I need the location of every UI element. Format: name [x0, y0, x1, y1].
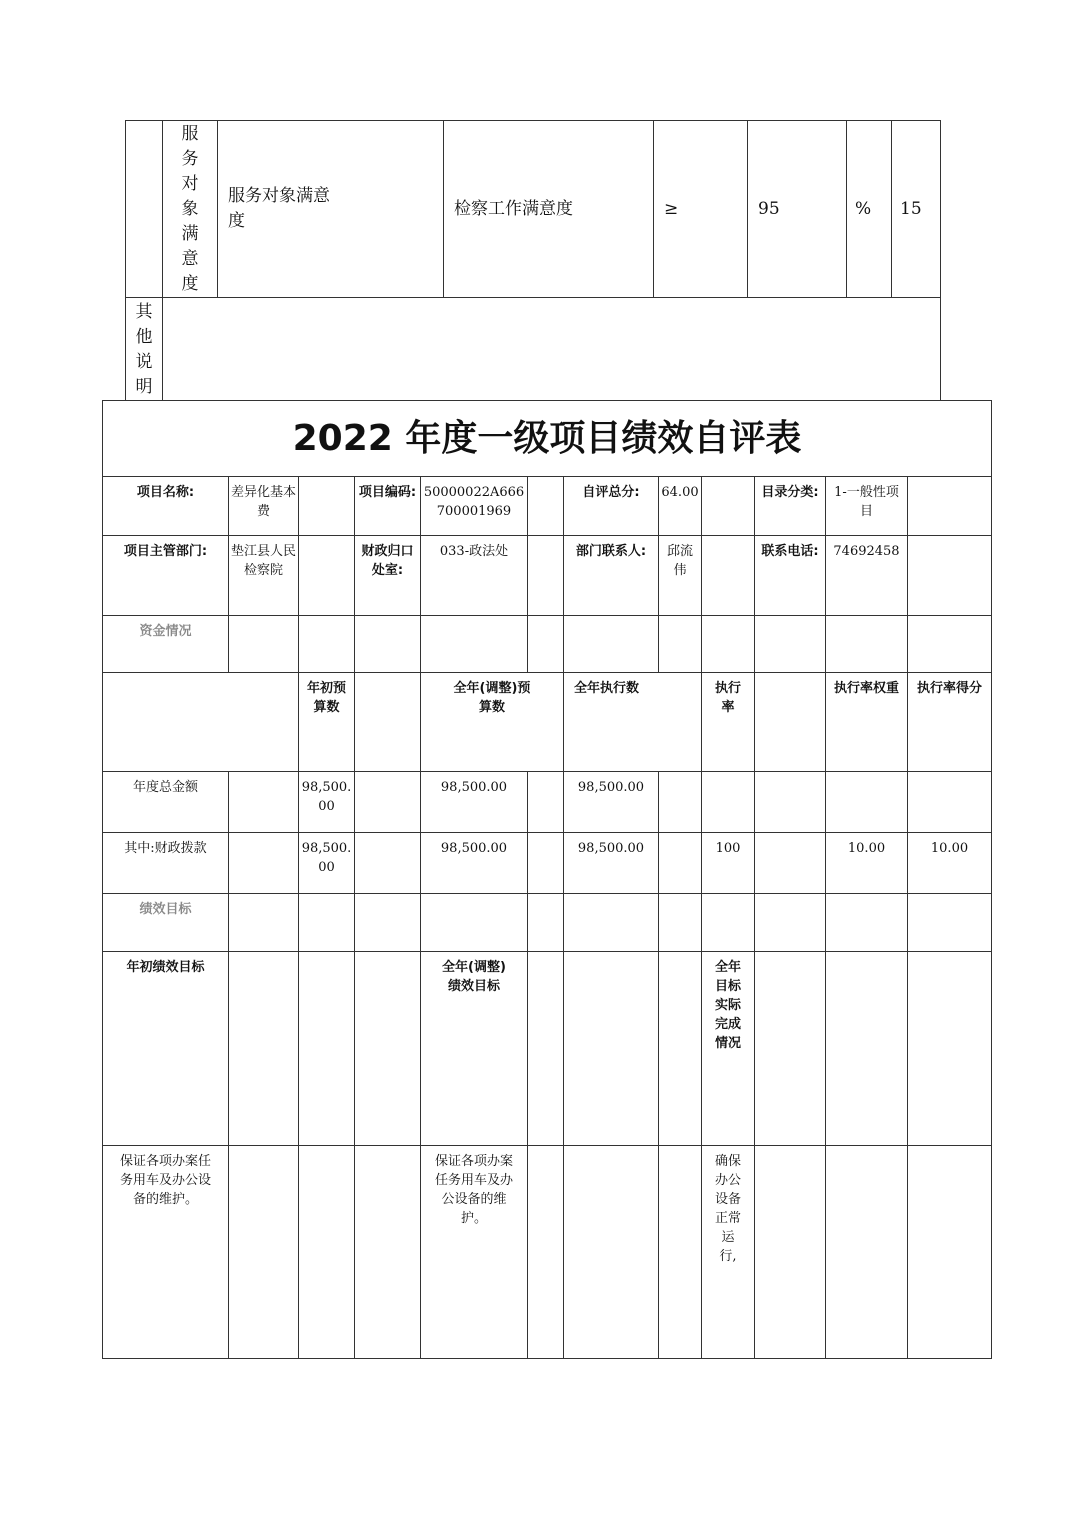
- col-adjusted-goal: 全年(调整)绩效目标: [421, 952, 528, 1146]
- project-name-label: 项目名称:: [103, 477, 229, 536]
- blank-cell: [103, 673, 299, 772]
- indicator-score: 15: [892, 121, 941, 298]
- total-score-value: 64.00: [659, 477, 702, 536]
- indicator-table-continued: [125, 120, 941, 401]
- indicator-category: 服务对象满意度: [163, 121, 218, 298]
- blank-cell: [908, 536, 992, 616]
- other-notes-value: [163, 298, 941, 401]
- goal-adjusted: 保证各项办案任务用车及办公设备的维护。: [421, 1146, 528, 1359]
- funds-section-heading: 资金情况: [103, 616, 229, 673]
- col-executed: 全年执行数: [564, 673, 702, 772]
- goal-initial: 保证各项办案任务用车及办公设备的维护。: [103, 1146, 229, 1359]
- project-code-label: 项目编码:: [355, 477, 421, 536]
- blank-cell: [299, 477, 355, 536]
- indicator-detail: 检察工作满意度: [444, 121, 654, 298]
- row-fiscal-rate: 100: [702, 833, 755, 894]
- dept-label: 项目主管部门:: [103, 536, 229, 616]
- blank-cell: [702, 477, 755, 536]
- indicator-operator: ≥: [654, 121, 748, 298]
- blank-cell: [528, 536, 564, 616]
- project-code-value: 50000022A666700001969: [421, 477, 528, 536]
- finance-office-label: 财政归口处室:: [355, 536, 421, 616]
- phone-value: 74692458: [826, 536, 908, 616]
- project-name-value: 差异化基本费: [229, 477, 299, 536]
- blank-cell: [702, 536, 755, 616]
- col-initial-budget: 年初预算数: [299, 673, 355, 772]
- col-rate-weight: 执行率权重: [826, 673, 908, 772]
- catalog-value: 1-一般性项目: [826, 477, 908, 536]
- col-rate-score: 执行率得分: [908, 673, 992, 772]
- blank-cell: [528, 477, 564, 536]
- contact-label: 部门联系人:: [564, 536, 659, 616]
- col-exec-rate: 执行率: [702, 673, 755, 772]
- perf-section-heading: 绩效目标: [103, 894, 229, 952]
- total-score-label: 自评总分:: [564, 477, 659, 536]
- other-notes-label: 其他说明: [126, 298, 163, 401]
- row-total-adjusted: 98,500.00: [421, 772, 528, 833]
- goal-actual: 确保办公设备正常运行,: [702, 1146, 755, 1359]
- indicator-target-value: 95: [748, 121, 847, 298]
- row-total-label: 年度总金额: [103, 772, 229, 833]
- row-fiscal-initial: 98,500.00: [299, 833, 355, 894]
- row-total-initial: 98,500.00: [299, 772, 355, 833]
- performance-self-eval-table: [102, 400, 992, 1359]
- indicator-unit: %: [847, 121, 892, 298]
- row-total-executed: 98,500.00: [564, 772, 659, 833]
- row-fiscal-executed: 98,500.00: [564, 833, 659, 894]
- dept-value: 垫江县人民检察院: [229, 536, 299, 616]
- phone-label: 联系电话:: [755, 536, 826, 616]
- col-actual: 全年目标实际完成情况: [702, 952, 755, 1146]
- contact-value: 邱流伟: [659, 536, 702, 616]
- col-initial-goal: 年初绩效目标: [103, 952, 229, 1146]
- blank-cell: [908, 477, 992, 536]
- row-fiscal-score: 10.00: [908, 833, 992, 894]
- indicator-name: 服务对象满意度: [218, 121, 444, 298]
- catalog-label: 目录分类:: [755, 477, 826, 536]
- finance-office-value: 033-政法处: [421, 536, 528, 616]
- row-fiscal-label: 其中:财政拨款: [103, 833, 229, 894]
- col-adjusted-budget: 全年(调整)预算数: [421, 673, 564, 772]
- blank-cell: [126, 121, 163, 298]
- row-fiscal-weight: 10.00: [826, 833, 908, 894]
- page-title: 2022 年度一级项目绩效自评表: [103, 401, 992, 477]
- row-fiscal-adjusted: 98,500.00: [421, 833, 528, 894]
- blank-cell: [299, 536, 355, 616]
